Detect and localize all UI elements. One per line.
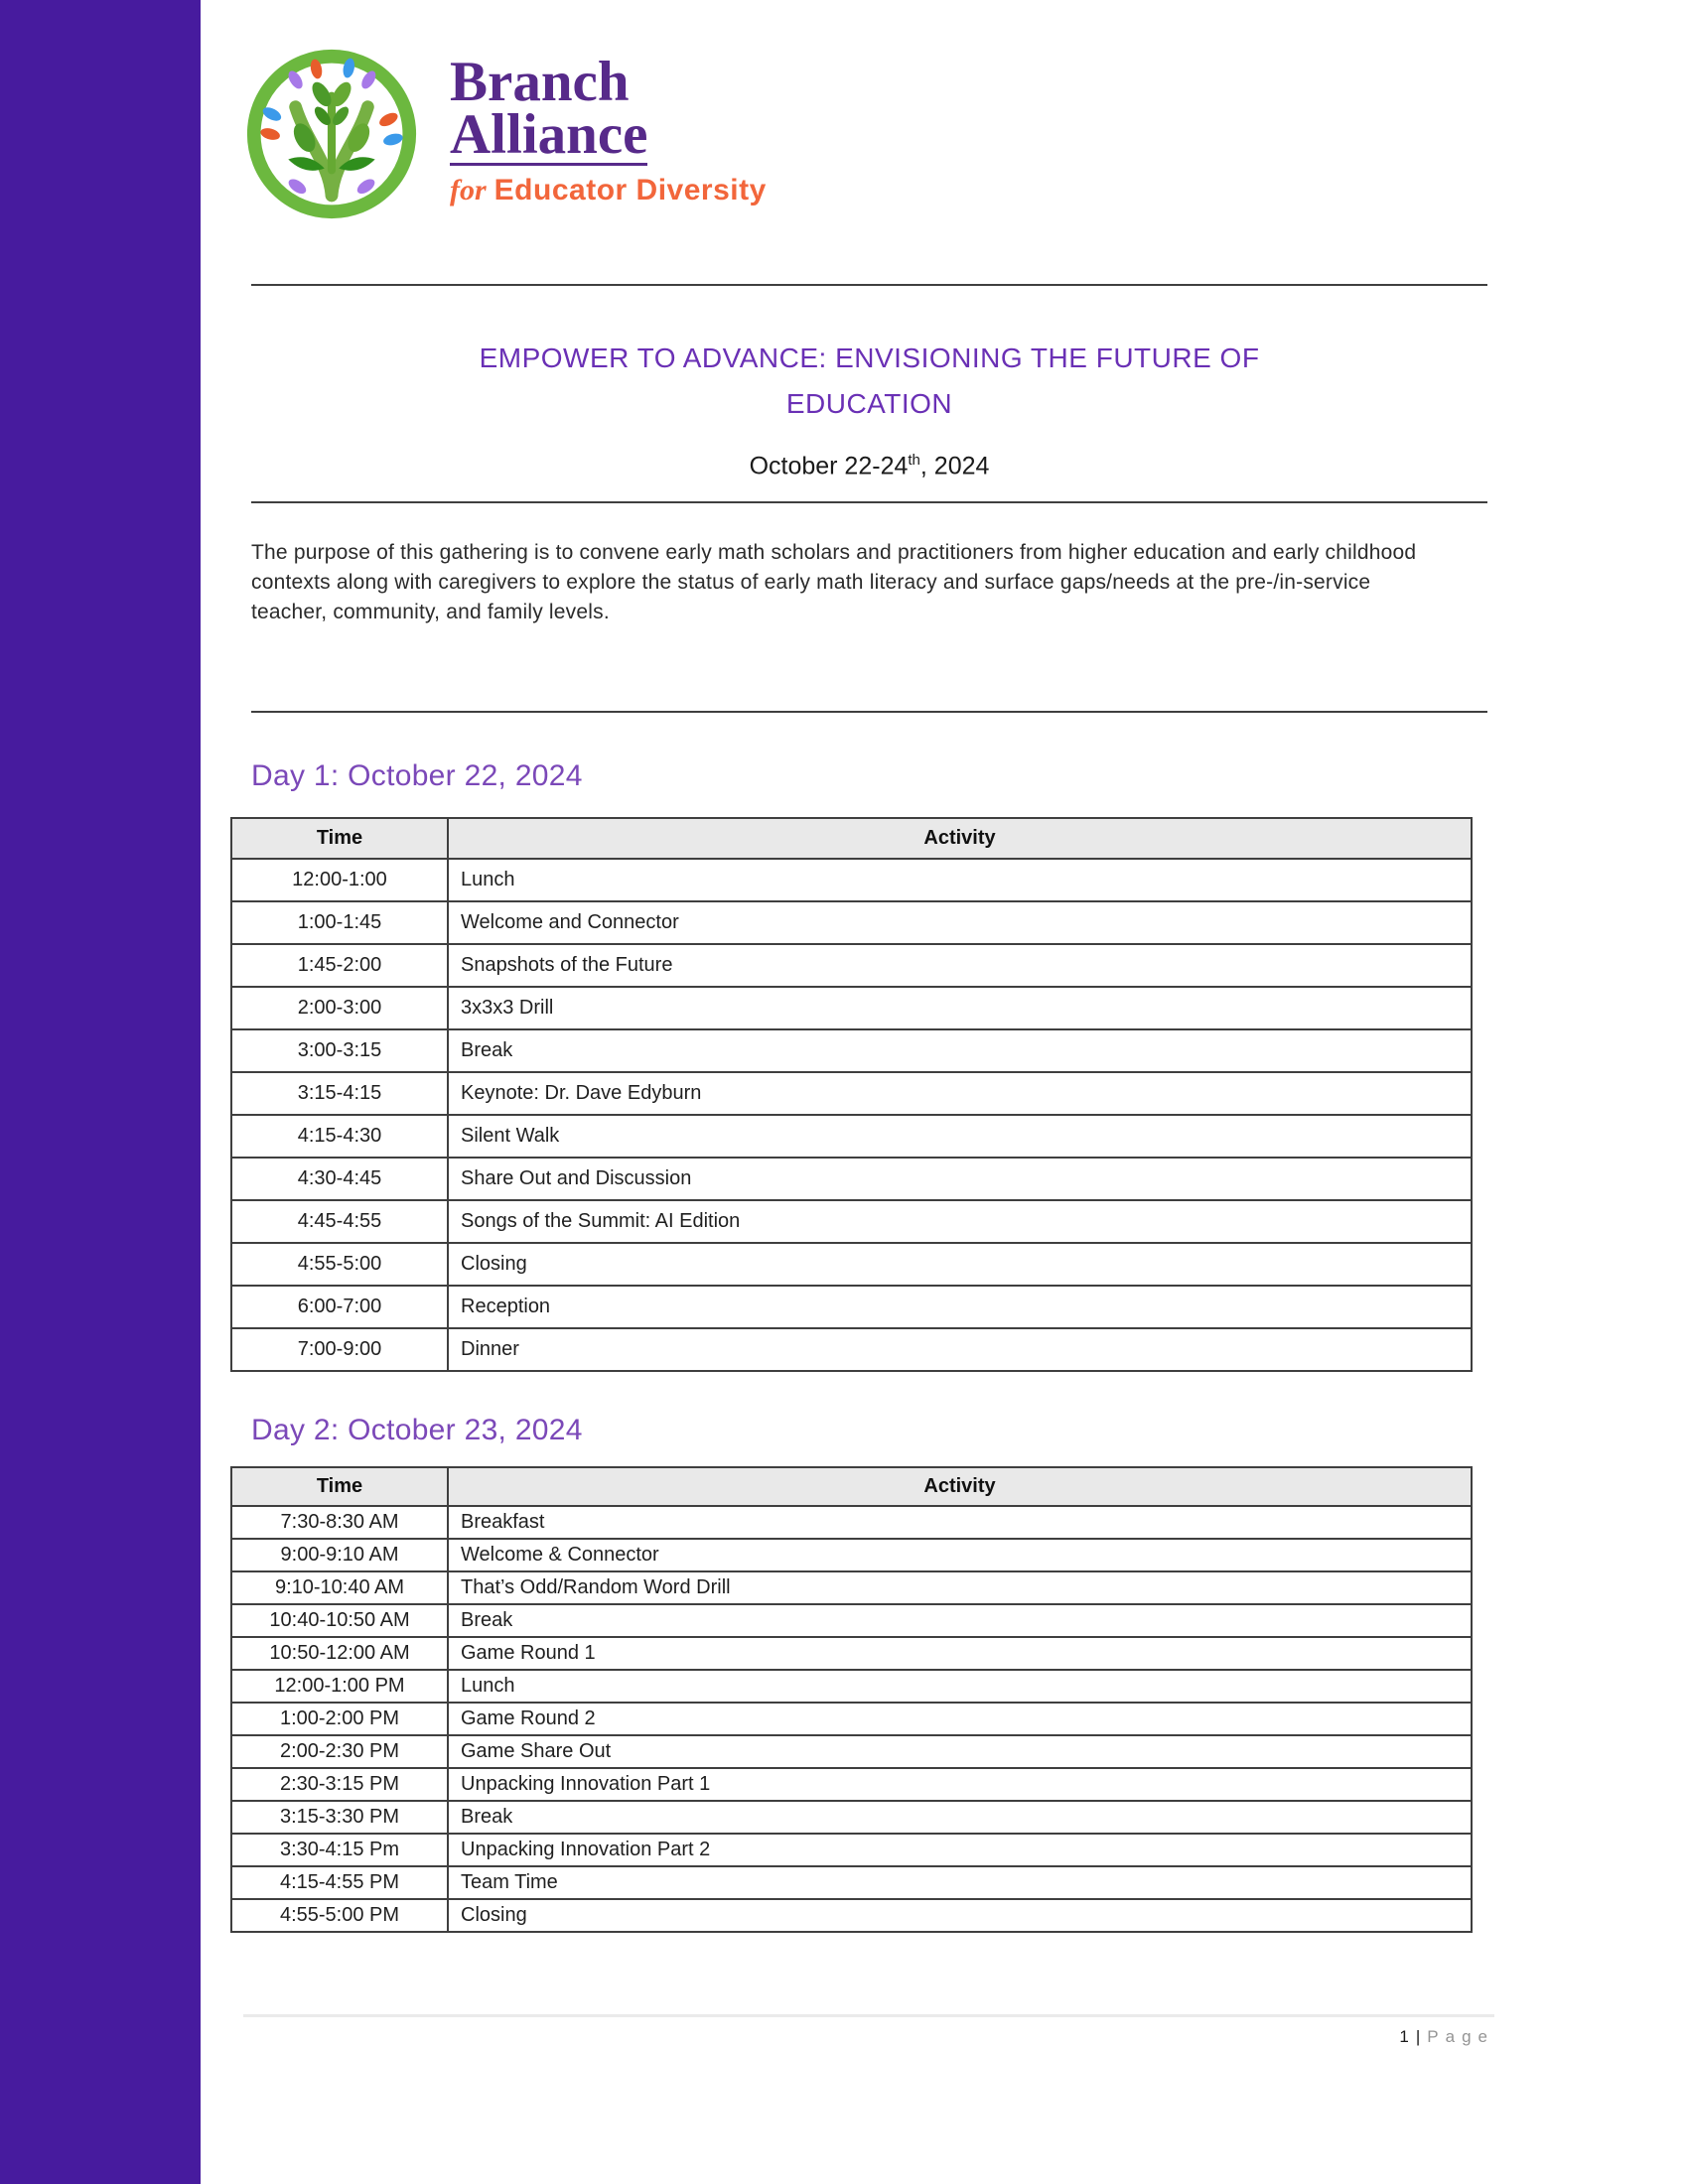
brand-wordmark bbox=[450, 44, 767, 205]
time-cell: 7:30-8:30 AM bbox=[231, 1506, 448, 1539]
table-header-row bbox=[231, 818, 1472, 859]
activity-cell: Share Out and Discussion bbox=[448, 1158, 1472, 1200]
activity-cell: Team Time bbox=[448, 1866, 1472, 1899]
activity-column-header: Activity bbox=[448, 1467, 1472, 1506]
tree-logo-icon bbox=[241, 44, 422, 224]
title-line1: EMPOWER TO ADVANCE: ENVISIONING THE FUTURE OF bbox=[479, 342, 1260, 373]
table-row bbox=[231, 1604, 1472, 1637]
table-row bbox=[231, 1834, 1472, 1866]
table-row bbox=[231, 1801, 1472, 1834]
table-header-row bbox=[231, 1467, 1472, 1506]
date-year: , 2024 bbox=[919, 452, 990, 480]
table-row bbox=[231, 1158, 1472, 1200]
table-row bbox=[231, 1866, 1472, 1899]
time-cell: 4:55-5:00 bbox=[231, 1243, 448, 1286]
table-row bbox=[231, 1768, 1472, 1801]
page-number: 1 bbox=[1399, 2027, 1409, 2046]
time-cell: 3:15-3:30 PM bbox=[231, 1801, 448, 1834]
time-cell: 4:15-4:55 PM bbox=[231, 1866, 448, 1899]
date-ordinal: th bbox=[908, 452, 920, 469]
footer-divider bbox=[243, 2014, 1494, 2017]
activity-cell: Lunch bbox=[448, 859, 1472, 901]
time-cell: 9:00-9:10 AM bbox=[231, 1539, 448, 1571]
activity-cell: Keynote: Dr. Dave Edyburn bbox=[448, 1072, 1472, 1115]
activity-cell: Break bbox=[448, 1801, 1472, 1834]
activity-cell: Welcome & Connector bbox=[448, 1539, 1472, 1571]
time-column-header: Time bbox=[231, 1467, 448, 1506]
time-cell: 4:30-4:45 bbox=[231, 1158, 448, 1200]
time-cell: 4:15-4:30 bbox=[231, 1115, 448, 1158]
day1-heading: Day 1: October 22, 2024 bbox=[251, 759, 583, 792]
left-accent-bar bbox=[0, 0, 201, 2184]
time-cell: 3:15-4:15 bbox=[231, 1072, 448, 1115]
time-cell: 1:00-2:00 PM bbox=[231, 1703, 448, 1735]
time-cell: 4:55-5:00 PM bbox=[231, 1899, 448, 1932]
activity-cell: Lunch bbox=[448, 1670, 1472, 1703]
table-row bbox=[231, 1200, 1472, 1243]
table-row bbox=[231, 1571, 1472, 1604]
time-cell: 6:00-7:00 bbox=[231, 1286, 448, 1328]
activity-cell: Songs of the Summit: AI Edition bbox=[448, 1200, 1472, 1243]
footer-separator: | bbox=[1415, 2027, 1421, 2046]
activity-cell: Game Share Out bbox=[448, 1735, 1472, 1768]
activity-cell: Unpacking Innovation Part 1 bbox=[448, 1768, 1472, 1801]
activity-cell: Unpacking Innovation Part 2 bbox=[448, 1834, 1472, 1866]
activity-cell: Welcome and Connector bbox=[448, 901, 1472, 944]
activity-cell: Silent Walk bbox=[448, 1115, 1472, 1158]
time-cell: 1:45-2:00 bbox=[231, 944, 448, 987]
divider-top bbox=[251, 284, 1487, 286]
activity-cell: Break bbox=[448, 1029, 1472, 1072]
time-cell: 10:50-12:00 AM bbox=[231, 1637, 448, 1670]
table-row bbox=[231, 1637, 1472, 1670]
table-row bbox=[231, 1328, 1472, 1371]
table-row bbox=[231, 1243, 1472, 1286]
table-row bbox=[231, 1029, 1472, 1072]
activity-cell: Snapshots of the Future bbox=[448, 944, 1472, 987]
table-row bbox=[231, 1286, 1472, 1328]
date-main: October 22-24 bbox=[749, 452, 909, 480]
time-cell: 3:30-4:15 Pm bbox=[231, 1834, 448, 1866]
day2-heading: Day 2: October 23, 2024 bbox=[251, 1414, 583, 1446]
activity-cell: 3x3x3 Drill bbox=[448, 987, 1472, 1029]
time-cell: 2:30-3:15 PM bbox=[231, 1768, 448, 1801]
brand-name-line1: Branch bbox=[450, 51, 630, 113]
time-cell: 10:40-10:50 AM bbox=[231, 1604, 448, 1637]
table-row bbox=[231, 944, 1472, 987]
tagline-text: Educator Diversity bbox=[493, 174, 767, 206]
activity-cell: Break bbox=[448, 1604, 1472, 1637]
activity-cell: Dinner bbox=[448, 1328, 1472, 1371]
brand-tagline bbox=[450, 176, 767, 205]
time-cell: 1:00-1:45 bbox=[231, 901, 448, 944]
table-row bbox=[231, 1115, 1472, 1158]
time-cell: 12:00-1:00 PM bbox=[231, 1670, 448, 1703]
table-row bbox=[231, 1735, 1472, 1768]
time-cell: 4:45-4:55 bbox=[231, 1200, 448, 1243]
page-footer bbox=[1192, 2027, 1494, 2047]
table-row bbox=[231, 1703, 1472, 1735]
table-row bbox=[231, 901, 1472, 944]
time-column-header: Time bbox=[231, 818, 448, 859]
activity-cell: Game Round 2 bbox=[448, 1703, 1472, 1735]
day2-agenda-table bbox=[230, 1466, 1473, 1933]
tagline-prefix: for bbox=[450, 174, 487, 206]
title-line2: EDUCATION bbox=[785, 388, 953, 419]
purpose-paragraph: The purpose of this gathering is to convene early math scholars and practitioners from higher education and early childhood contexts along with caregivers to explore the status of early math literacy and surface gaps/needs at the pre-/in-service teacher, community, and family levels. bbox=[251, 541, 1417, 623]
time-cell: 2:00-3:00 bbox=[231, 987, 448, 1029]
time-cell: 9:10-10:40 AM bbox=[231, 1571, 448, 1604]
table-row bbox=[231, 1899, 1472, 1932]
table-row bbox=[231, 859, 1472, 901]
event-date bbox=[251, 452, 1487, 480]
time-cell: 12:00-1:00 bbox=[231, 859, 448, 901]
day1-agenda-table bbox=[230, 817, 1473, 1372]
divider-under-date bbox=[251, 501, 1487, 503]
brand-name-line2: Alliance bbox=[450, 103, 648, 166]
table-row bbox=[231, 987, 1472, 1029]
table-row bbox=[231, 1506, 1472, 1539]
activity-cell: Game Round 1 bbox=[448, 1637, 1472, 1670]
activity-cell: Closing bbox=[448, 1243, 1472, 1286]
time-cell: 2:00-2:30 PM bbox=[231, 1735, 448, 1768]
activity-cell: Breakfast bbox=[448, 1506, 1472, 1539]
table-row bbox=[231, 1670, 1472, 1703]
activity-cell: That’s Odd/Random Word Drill bbox=[448, 1571, 1472, 1604]
table-row bbox=[231, 1539, 1472, 1571]
footer-page-label: Page bbox=[1427, 2027, 1494, 2046]
brand-logo bbox=[241, 44, 767, 224]
activity-cell: Reception bbox=[448, 1286, 1472, 1328]
time-cell: 7:00-9:00 bbox=[231, 1328, 448, 1371]
activity-cell: Closing bbox=[448, 1899, 1472, 1932]
time-cell: 3:00-3:15 bbox=[231, 1029, 448, 1072]
divider-under-paragraph bbox=[251, 711, 1487, 713]
activity-column-header: Activity bbox=[448, 818, 1472, 859]
document-title bbox=[251, 336, 1487, 427]
table-row bbox=[231, 1072, 1472, 1115]
